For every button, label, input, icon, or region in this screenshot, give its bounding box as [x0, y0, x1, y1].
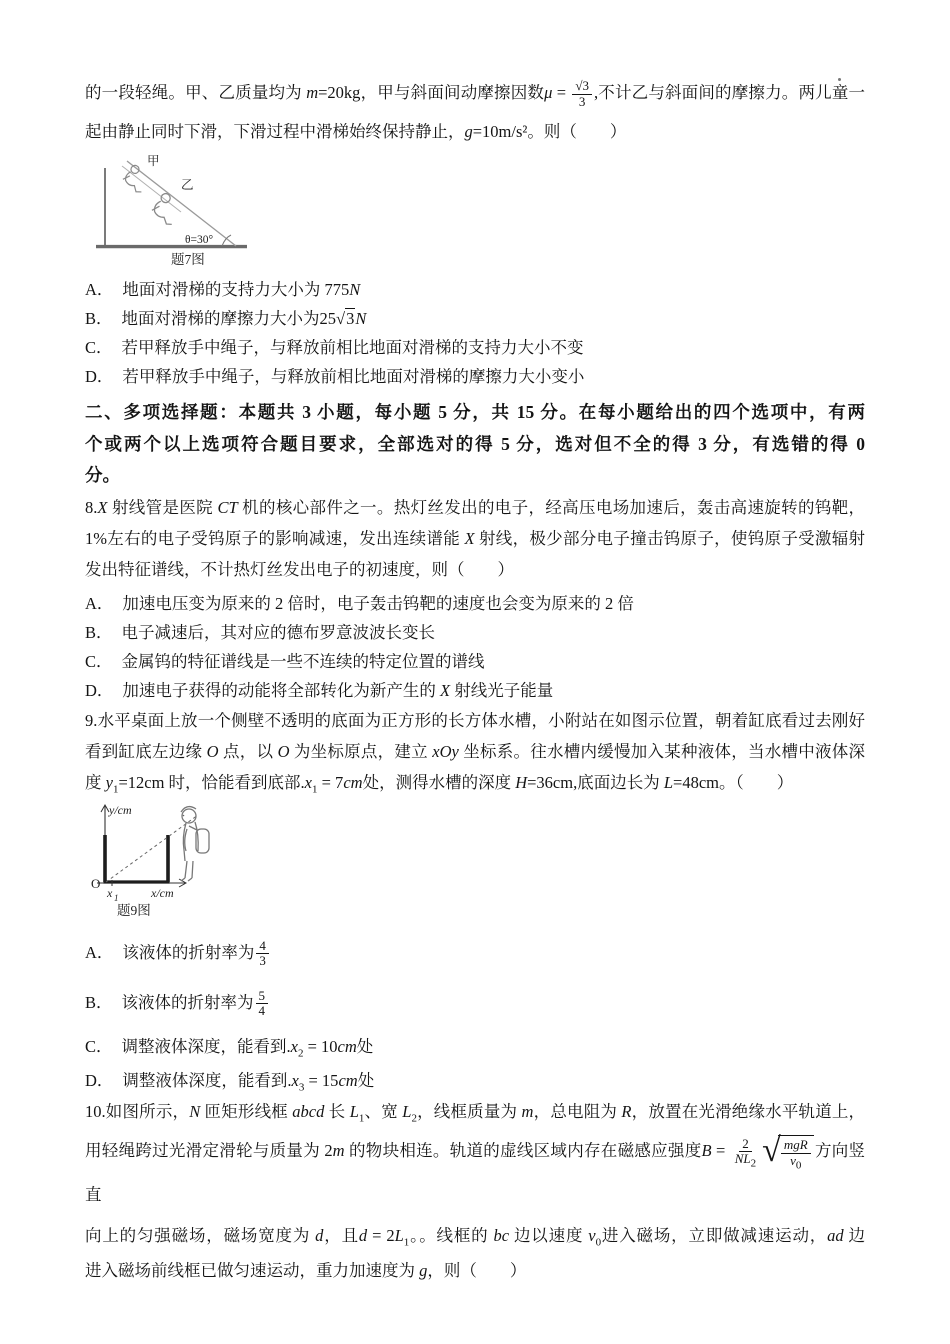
q8-option-c: C． 金属钨的特征谱线是一些不连续的特定位置的谱线 [85, 651, 485, 671]
angle-label: θ=30° [185, 234, 214, 246]
option-label: A． [85, 942, 114, 962]
option-label: C． [85, 651, 113, 671]
unit-cm: cm [343, 772, 363, 792]
fraction-5-4: $\frac{5}{4}$ [256, 989, 269, 1019]
q7-text: 的一段轻绳。甲、乙质量均为 [85, 83, 307, 102]
var-O: O [277, 741, 290, 761]
var-L2: L [402, 1101, 412, 1121]
var-L1: L [394, 1225, 404, 1245]
B-coefficient-fraction: $\frac{2}{NL_2}$ [734, 1135, 757, 1170]
var-X: X [464, 528, 475, 548]
var-x3: x [291, 1070, 299, 1090]
var-R: R [621, 1101, 632, 1121]
y-axis-label: y/cm [109, 802, 132, 817]
option-label: C． [85, 1036, 113, 1056]
var-abcd: abcd [292, 1101, 325, 1121]
q8-option-b: B． 电子减速后，其对应的德布罗意波波长变长 [85, 622, 436, 642]
x1-subscript: 1 [114, 892, 119, 903]
question-10-line-4: 进入磁场前线框已做匀速运动，重力加速度为 g，则（ ） [85, 1260, 527, 1280]
option-label: D． [85, 680, 114, 700]
var-ad: ad [827, 1225, 844, 1245]
sqrt-3: √3 [336, 309, 355, 328]
q9-option-c: C． 调整液体深度，能看到$.x_2 = 10cm$处 [85, 1036, 374, 1059]
var-O: O [206, 741, 219, 761]
question-10-line-3: 向上的匀强磁场，磁场宽度为 d，且$d = 2L_1$。。线框的 bc 边以速度 $v_0$进入磁场，立即做减速运动，ad 边 [85, 1225, 866, 1248]
question-9-line-3: 度 $y_1=12cm$ 时，恰能看到底部$.x_1 = 7cm$处，测得水槽的深度 H=36cm,底面边长为 L=48cm。（ ） [85, 772, 794, 795]
incline-line [127, 161, 236, 246]
var-mu: μ [544, 83, 553, 102]
x1-label: x [107, 885, 113, 900]
question-8-line-3: 发出特征谱线，不计热灯丝发出电子的初速度，则（ ） [85, 559, 514, 579]
var-d: d [315, 1225, 324, 1245]
var-m: m [306, 83, 319, 102]
question-7-figure [95, 155, 345, 269]
var-x2: x [290, 1036, 298, 1056]
B-sqrt-term: √ $\frac{\text{mgR}}{v_0}$ [762, 1135, 814, 1168]
q8-option-d: D． 加速电子获得的动能将全部转化为新产生的 X 射线光子能量 [85, 680, 554, 700]
option-label: D． [85, 367, 114, 386]
question-8-line-1: 8.X 射线管是医院 CT 机的核心部件之一。热灯丝发出的电子，经高压电场加速后，轰击高速旋转的钨靶， [85, 497, 865, 517]
question-10-line-1: 10.如图所示，N 匝矩形线框 abcd 长 $L_1$、宽 $L_2$，线框质量为 m，总电阻为 R，放置在光滑绝缘水平轨道上， [85, 1101, 866, 1124]
section-2-header-line-1: 二、多项选择题：本题共 3 小题，每小题 5 分，共 15 分。在每小题给出的四个选项中，有两 [85, 402, 865, 422]
tank-diagram [85, 802, 320, 920]
q8-option-a: A． 加速电压变为原来的 2 倍时，电子轰击钨靶的速度也会变为原来的 2 倍 [85, 593, 634, 613]
label-jia: 甲 [147, 155, 160, 168]
q7-option-c: C． 若甲释放手中绳子，与释放前相比地面对滑梯的支持力大小不变 [85, 338, 584, 357]
var-X: X [97, 497, 108, 517]
var-v0: v [588, 1225, 596, 1245]
stray-ink-dot [838, 78, 841, 81]
origin-label: O [91, 875, 101, 891]
fraction-4-3: $\frac{4}{3}$ [256, 939, 269, 969]
var-N: N [355, 309, 367, 328]
var-m: m [521, 1101, 534, 1121]
question-9-line-2: 看到缸底左边缘 O 点，以 O 为坐标原点，建立 xOy 坐标系。往水槽内缓慢加入某种液体，当水槽中液体深 [85, 741, 866, 761]
var-m: m [332, 1140, 345, 1160]
question-10-line-2: 用轻绳跨过光滑定滑轮与质量为 2m 的物块相连。轨道的虚线区域内存在磁感应强度B = $\frac{2}{NL_2}$ √ $\frac{\text{mgR}}{v_0}$ 方向竖直 [85, 1132, 866, 1204]
q9-option-d: D． 调整液体深度，能看到$.x_3 = 15cm$处 [85, 1070, 375, 1093]
option-label: C． [85, 338, 113, 357]
section-2-header-line-2: 个或两个以上选项符合题目要求，全部选对的得 5 分，选对但不全的得 3 分，有选错的得 0 [85, 433, 865, 454]
var-L: L [663, 772, 674, 792]
var-d: d [358, 1225, 368, 1245]
x-axis-label: x/cm [151, 885, 174, 900]
q7-option-d: D． 若甲释放手中绳子，与释放前相比地面对滑梯的摩擦力大小变小 [85, 367, 585, 386]
unit-cm: cm [338, 1070, 358, 1090]
mu-fraction: $\frac{√3}{3}$ [572, 79, 592, 109]
question-9-line-1: 9.水平桌面上放一个侧壁不透明的底面为正方形的长方体水槽，小附站在如图示位置，朝着缸底看过去刚好 [85, 710, 865, 730]
var-g: g [419, 1260, 428, 1280]
unit-cm: cm [337, 1036, 357, 1056]
question-8-line-2: 1%左右的电子受钨原子的影响减速，发出连续谱能 X 射线，极少部分电子撞击钨原子，使钨原子受激辐射 [85, 528, 865, 548]
figure-7-caption: 题7图 [171, 252, 205, 267]
option-label: D． [85, 1070, 114, 1090]
option-label: A． [85, 593, 114, 613]
question-7-line-2: 起由静止同时下滑，下滑过程中滑梯始终保持静止，g=10m/s²。则（ ） [85, 122, 627, 141]
var-y1: y [105, 772, 113, 792]
question-9-figure [85, 802, 320, 920]
var-bc: bc [493, 1225, 510, 1245]
sqrt-sign: √ [575, 78, 583, 94]
incline-line-2 [122, 166, 181, 212]
var-H: H [515, 772, 528, 792]
q9-option-a: A． 该液体的折射率为 $\frac{4}{3}$ [85, 928, 865, 978]
var-CT: CT [217, 497, 238, 517]
var-g: g [464, 122, 473, 141]
figure-9-caption: 题9图 [117, 902, 151, 918]
q9-option-b: B． 该液体的折射率为 $\frac{5}{4}$ [85, 978, 865, 1028]
child-yi-sketch [149, 191, 183, 226]
var-N: N [349, 280, 361, 299]
question-7-line-1: 的一段轻绳。甲、乙质量均为 m=20kg，甲与斜面间动摩擦因数μ = $\frac{√3}{3}$ ,不计乙与斜面间的摩擦力。两儿童一 [85, 78, 866, 109]
q7-option-a: A． 地面对滑梯的支持力大小为 775N [85, 280, 361, 299]
var-xOy: xOy [432, 741, 459, 761]
var-X: X [440, 680, 451, 700]
option-label: A． [85, 280, 114, 299]
q7-option-b: B． 地面对滑梯的摩擦力大小为25√3N [85, 309, 367, 328]
section-2-header-line-3: 分。 [85, 465, 120, 485]
slide-diagram [95, 155, 345, 269]
option-label: B． [85, 622, 113, 642]
var-L1: L [349, 1101, 359, 1121]
var-x1: x [304, 772, 312, 792]
label-yi: 乙 [181, 178, 194, 192]
var-B: B [701, 1140, 712, 1160]
var-N: N [189, 1101, 201, 1121]
option-label: B． [85, 309, 113, 328]
option-label: B． [85, 992, 113, 1012]
